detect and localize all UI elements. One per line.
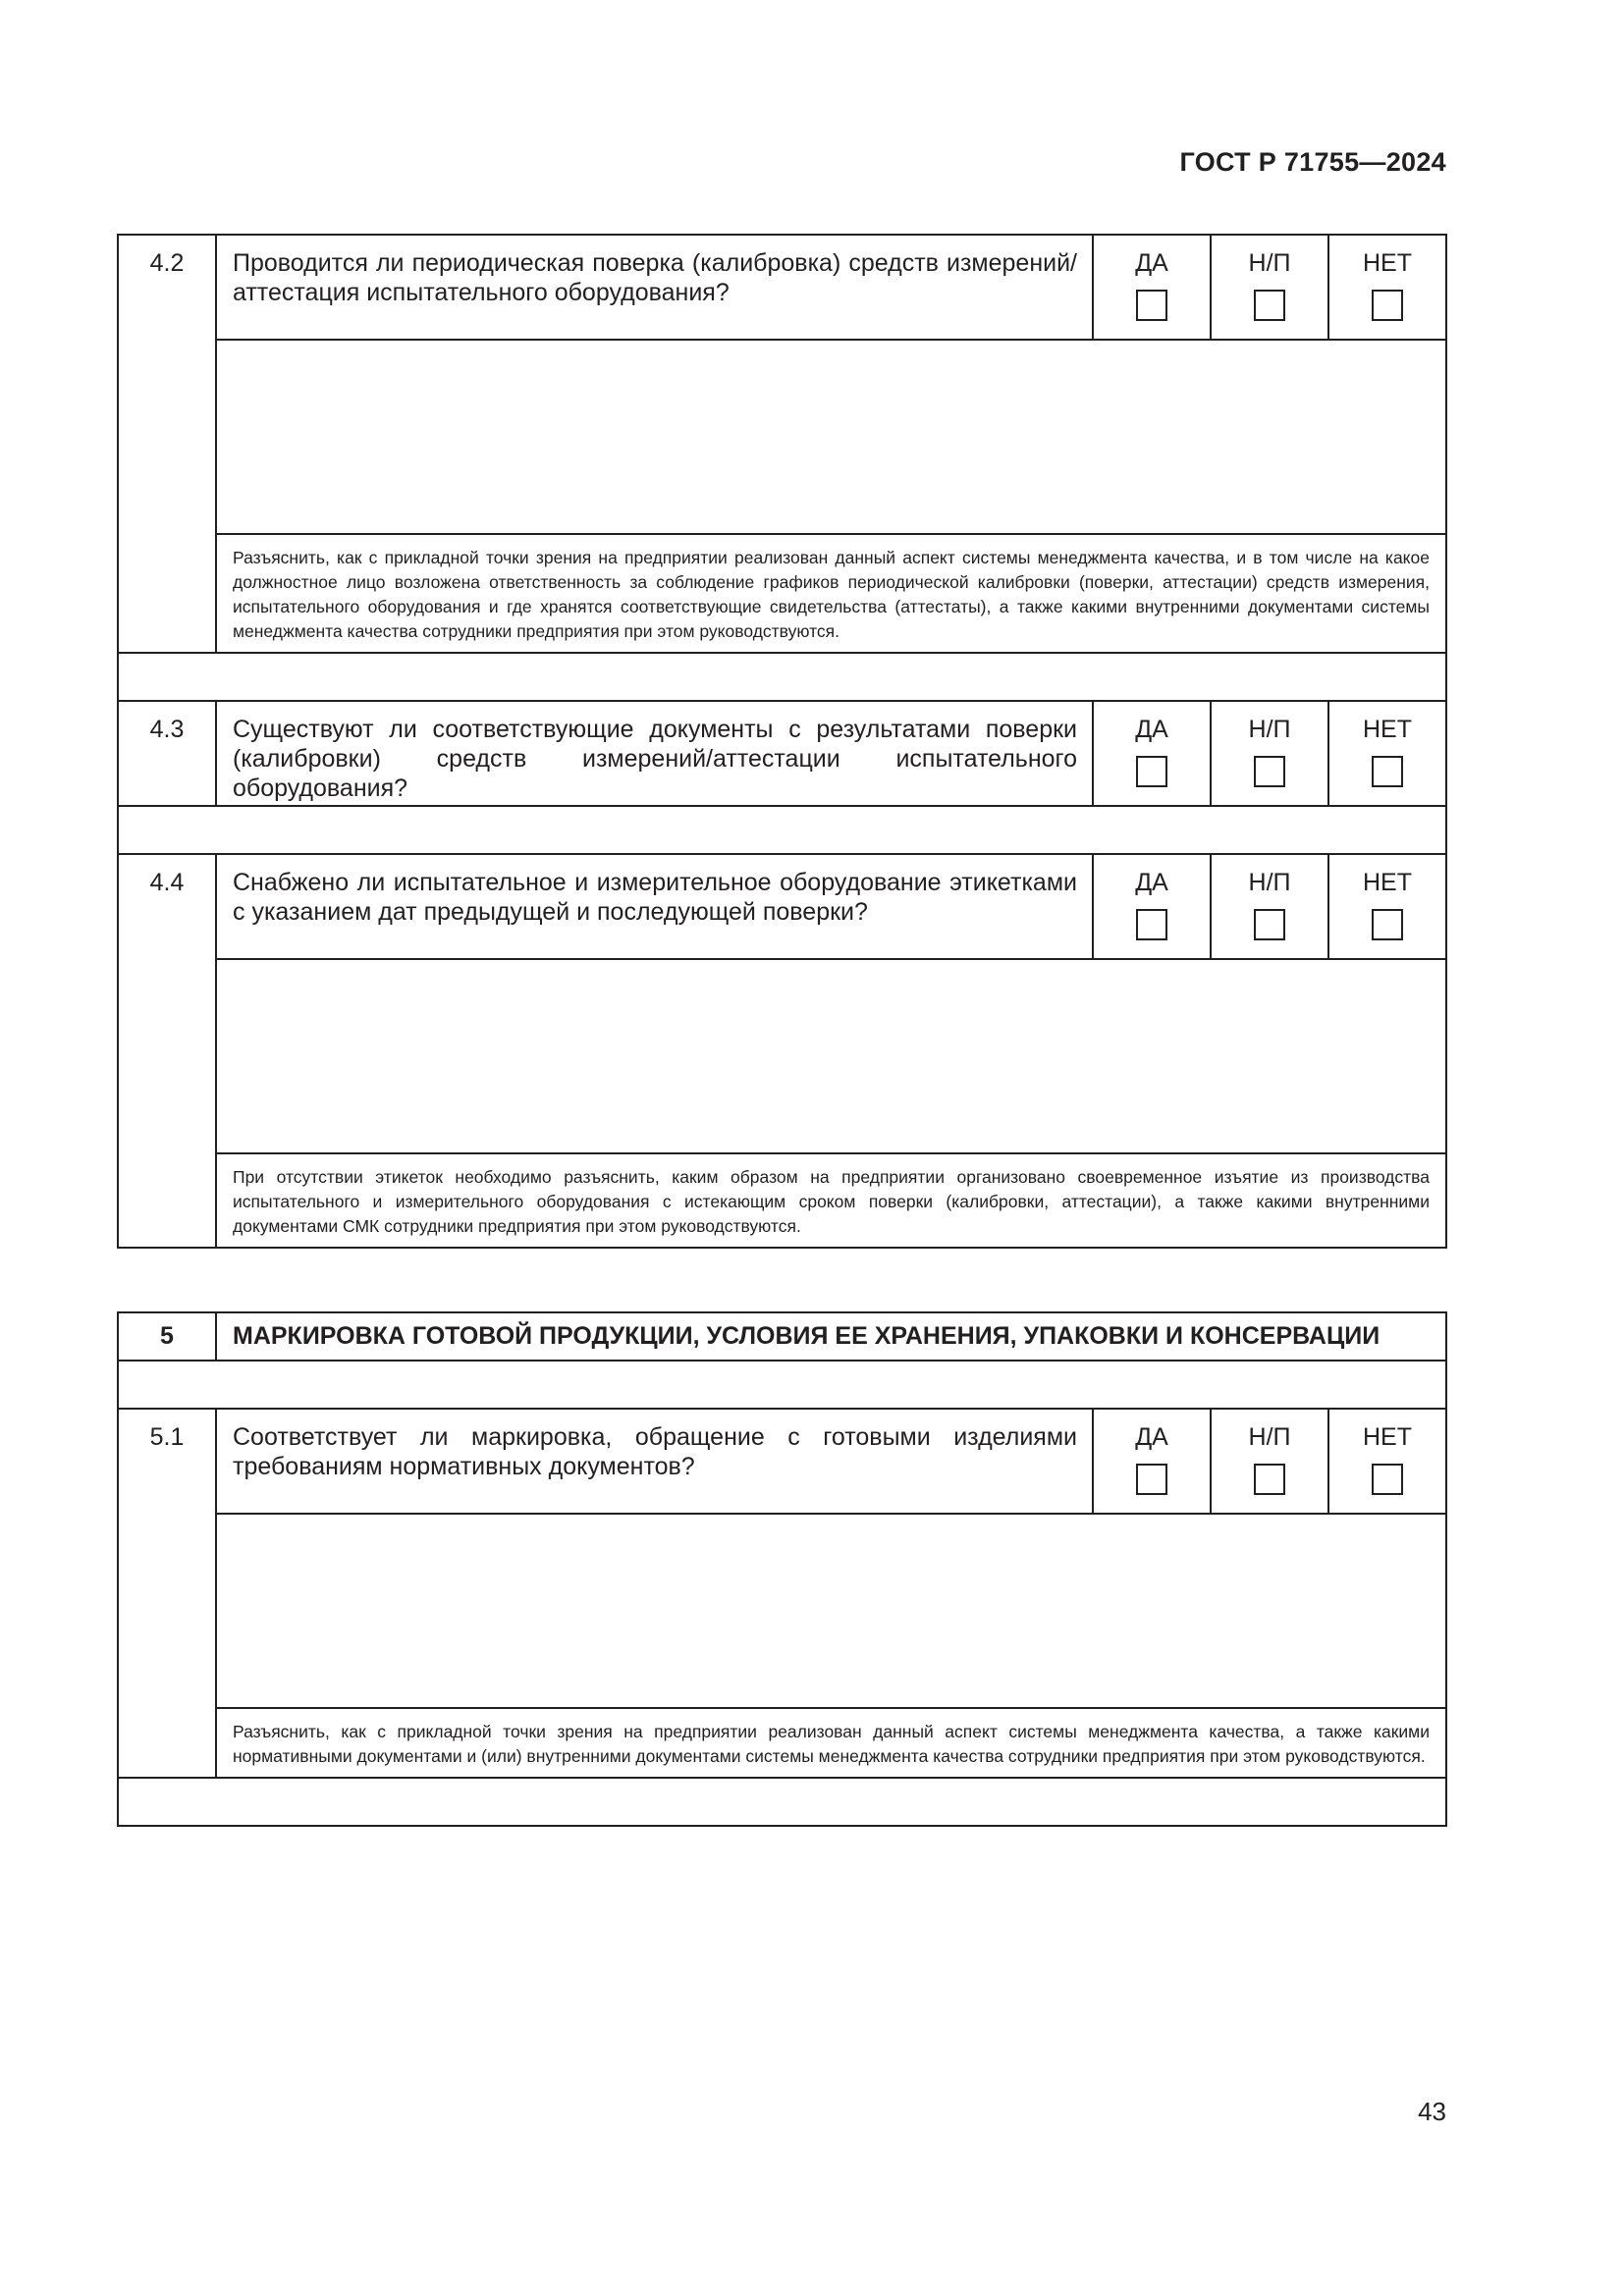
checklist-table-section-4 [117,234,1447,1249]
answer-label: ДА [1135,1423,1168,1451]
answer-option-na [1211,701,1328,806]
answer-label: НЕТ [1363,869,1412,896]
checkbox-yes[interactable] [1136,1464,1167,1495]
question-text: Снабжено ли испытательное и измерительное оборудование этикетками с указанием дат предыдущей и последующей поверки? [216,854,1093,959]
answer-option-yes [1093,1409,1211,1514]
checkbox-no[interactable] [1372,1464,1403,1495]
answer-input-area[interactable] [216,1514,1446,1708]
spacer-row [118,806,1446,854]
question-row-4-3 [118,701,1446,806]
answer-input-area[interactable] [216,340,1446,534]
item-number: 4.3 [118,701,216,806]
question-row-5-1 [118,1409,1446,1514]
item-number: 4.2 [118,235,216,653]
page-number: 43 [1418,2097,1446,2126]
checkbox-no[interactable] [1372,290,1403,321]
spacer-row [118,1778,1446,1826]
spacer-row [118,653,1446,701]
answer-option-no [1328,235,1446,340]
question-row-4-2 [118,235,1446,340]
answer-option-yes [1093,854,1211,959]
answer-label: НЕТ [1363,1423,1412,1451]
answer-label: Н/П [1248,1423,1291,1451]
answer-option-na [1211,854,1328,959]
checkbox-na[interactable] [1254,1464,1285,1495]
answer-label: ДА [1135,869,1168,896]
answer-label: Н/П [1248,869,1291,896]
guidance-note: Разъяснить, как с прикладной точки зрения на предприятии реализован данный аспект системы менеджмента качества, а также какими нормативными документами и (или) внутренними документами системы менеджмента качества сотрудники предприятия при этом руководствуются. [216,1708,1446,1778]
question-text: Существуют ли соответствующие документы с результатами поверки (калибровки) средств измерений/аттестации испытательного оборудования? [216,701,1093,806]
checkbox-na[interactable] [1254,756,1285,787]
spacer-row [118,1361,1446,1409]
checkbox-na[interactable] [1254,909,1285,940]
question-text: Проводится ли периодическая поверка (калибровка) средств измерений/ аттестация испытательного оборудования? [216,235,1093,340]
item-number: 5.1 [118,1409,216,1778]
answer-label: ДА [1135,249,1168,277]
checkbox-yes[interactable] [1136,756,1167,787]
checkbox-no[interactable] [1372,756,1403,787]
answer-option-yes [1093,235,1211,340]
answer-option-yes [1093,701,1211,806]
section-number: 5 [118,1312,216,1361]
checkbox-na[interactable] [1254,290,1285,321]
answer-option-no [1328,1409,1446,1514]
item-number: 4.4 [118,854,216,1248]
answer-label: Н/П [1248,716,1291,743]
section-title: МАРКИРОВКА ГОТОВОЙ ПРОДУКЦИИ, УСЛОВИЯ ЕЕ ХРАНЕНИЯ, УПАКОВКИ И КОНСЕРВАЦИИ [216,1312,1446,1361]
answer-option-no [1328,854,1446,959]
answer-label: НЕТ [1363,249,1412,277]
answer-option-na [1211,1409,1328,1514]
question-row-4-4 [118,854,1446,959]
section-header-row [118,1312,1446,1361]
guidance-note: При отсутствии этикеток необходимо разъяснить, каким образом на предприятии организовано своевременное изъятие из производства испытательного и измерительного оборудования с истекающим сроком поверки (калибровки, аттестации), а также какими внутренними документами СМК сотрудники предприятия при этом руководствуются. [216,1153,1446,1248]
checkbox-yes[interactable] [1136,290,1167,321]
answer-label: Н/П [1248,249,1291,277]
question-text: Соответствует ли маркировка, обращение с готовыми изделиями требованиям нормативных документов? [216,1409,1093,1514]
checklist-table-section-5 [117,1311,1447,1827]
standard-code: ГОСТ Р 71755—2024 [1179,147,1446,177]
checkbox-no[interactable] [1372,909,1403,940]
guidance-note: Разъяснить, как с прикладной точки зрения на предприятии реализован данный аспект системы менеджмента качества, и в том числе на какое должностное лицо возложена ответственность за соблюдение графиков периодической калибровки (поверки, аттестации) средств измерения, испытательного оборудования и где хранятся соответствующие свидетельства (аттестаты), а также какими внутренними документами системы менеджмента качества сотрудники предприятия при этом руководствуются. [216,534,1446,653]
answer-option-na [1211,235,1328,340]
checkbox-yes[interactable] [1136,909,1167,940]
answer-label: НЕТ [1363,716,1412,743]
answer-option-no [1328,701,1446,806]
answer-label: ДА [1135,716,1168,743]
answer-input-area[interactable] [216,959,1446,1153]
